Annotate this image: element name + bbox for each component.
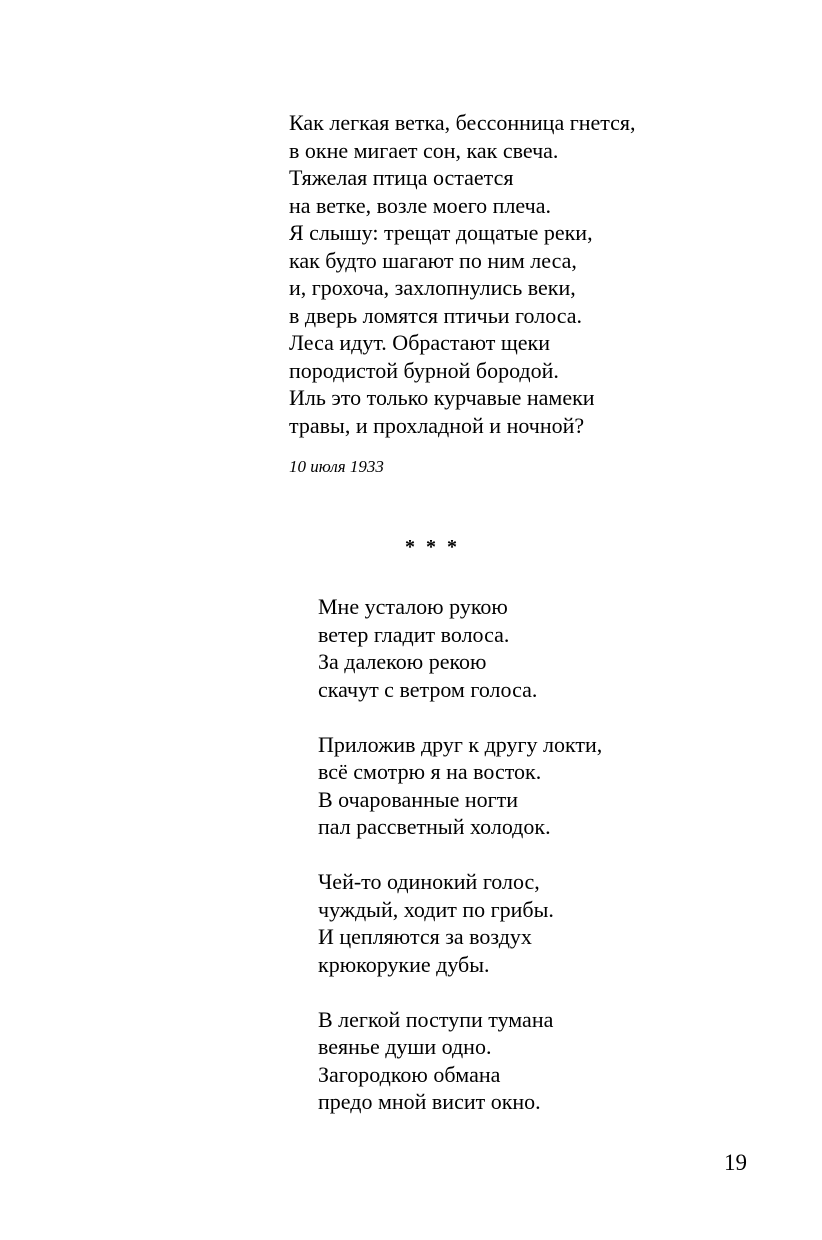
poem-line: скачут с ветром голоса. [318, 676, 538, 702]
poem-line: веянье души одно. [318, 1034, 492, 1059]
poem-first [289, 109, 636, 439]
poem-line: предо мной висит окно. [318, 1089, 541, 1114]
poem-line: травы, и прохладной и ночной? [289, 412, 585, 438]
stanza [318, 1006, 602, 1116]
poem-line: ветер гладит волоса. [318, 621, 510, 647]
poem-line: породистой бурной бородой. [289, 357, 559, 383]
stanza [318, 731, 602, 841]
section-separator: * * * [405, 536, 460, 558]
stanza [318, 593, 602, 703]
poem-line: Чей-то одинокий голос, [318, 869, 540, 894]
poem-line: всё смотрю я на восток. [318, 759, 542, 784]
poem-line: Мне усталою рукою [318, 594, 508, 619]
poem-line: Леса идут. Обрастают щеки [289, 330, 550, 355]
poem-line: в окне мигает сон, как свеча. [289, 137, 559, 163]
poem-line: пал рассветный холодок. [318, 814, 551, 839]
poem-line: Я слышу: трещат дощатые реки, [289, 220, 593, 245]
poem-line: За далекою рекою [318, 649, 487, 674]
poem-line: крюкорукие дубы. [318, 951, 490, 977]
poem-line: Загородкою обмана [318, 1061, 501, 1087]
poem-second [318, 593, 602, 1116]
poem-line: Тяжелая птица остается [289, 165, 514, 190]
poem-line: как будто шагают по ним леса, [289, 247, 577, 273]
poem-date: 10 июля 1933 [289, 457, 384, 476]
poem-line: Как легкая ветка, бессонница гнется, [289, 110, 636, 135]
page-number: 19 [724, 1150, 747, 1175]
poem-line: Приложив друг к другу локти, [318, 731, 603, 757]
poem-line: и, грохоча, захлопнулись веки, [289, 275, 576, 300]
poem-line: в дверь ломятся птичьи голоса. [289, 302, 583, 328]
poem-line: чуждый, ходит по грибы. [318, 896, 554, 922]
poem-line: на ветке, возле моего плеча. [289, 192, 551, 218]
poem-line: Иль это только курчавые намеки [289, 385, 595, 410]
stanza [318, 868, 602, 978]
poem-line: В очарованные ногти [318, 786, 519, 812]
poem-line: И цепляются за воздух [318, 924, 532, 949]
poem-line: В легкой поступи тумана [318, 1006, 554, 1032]
